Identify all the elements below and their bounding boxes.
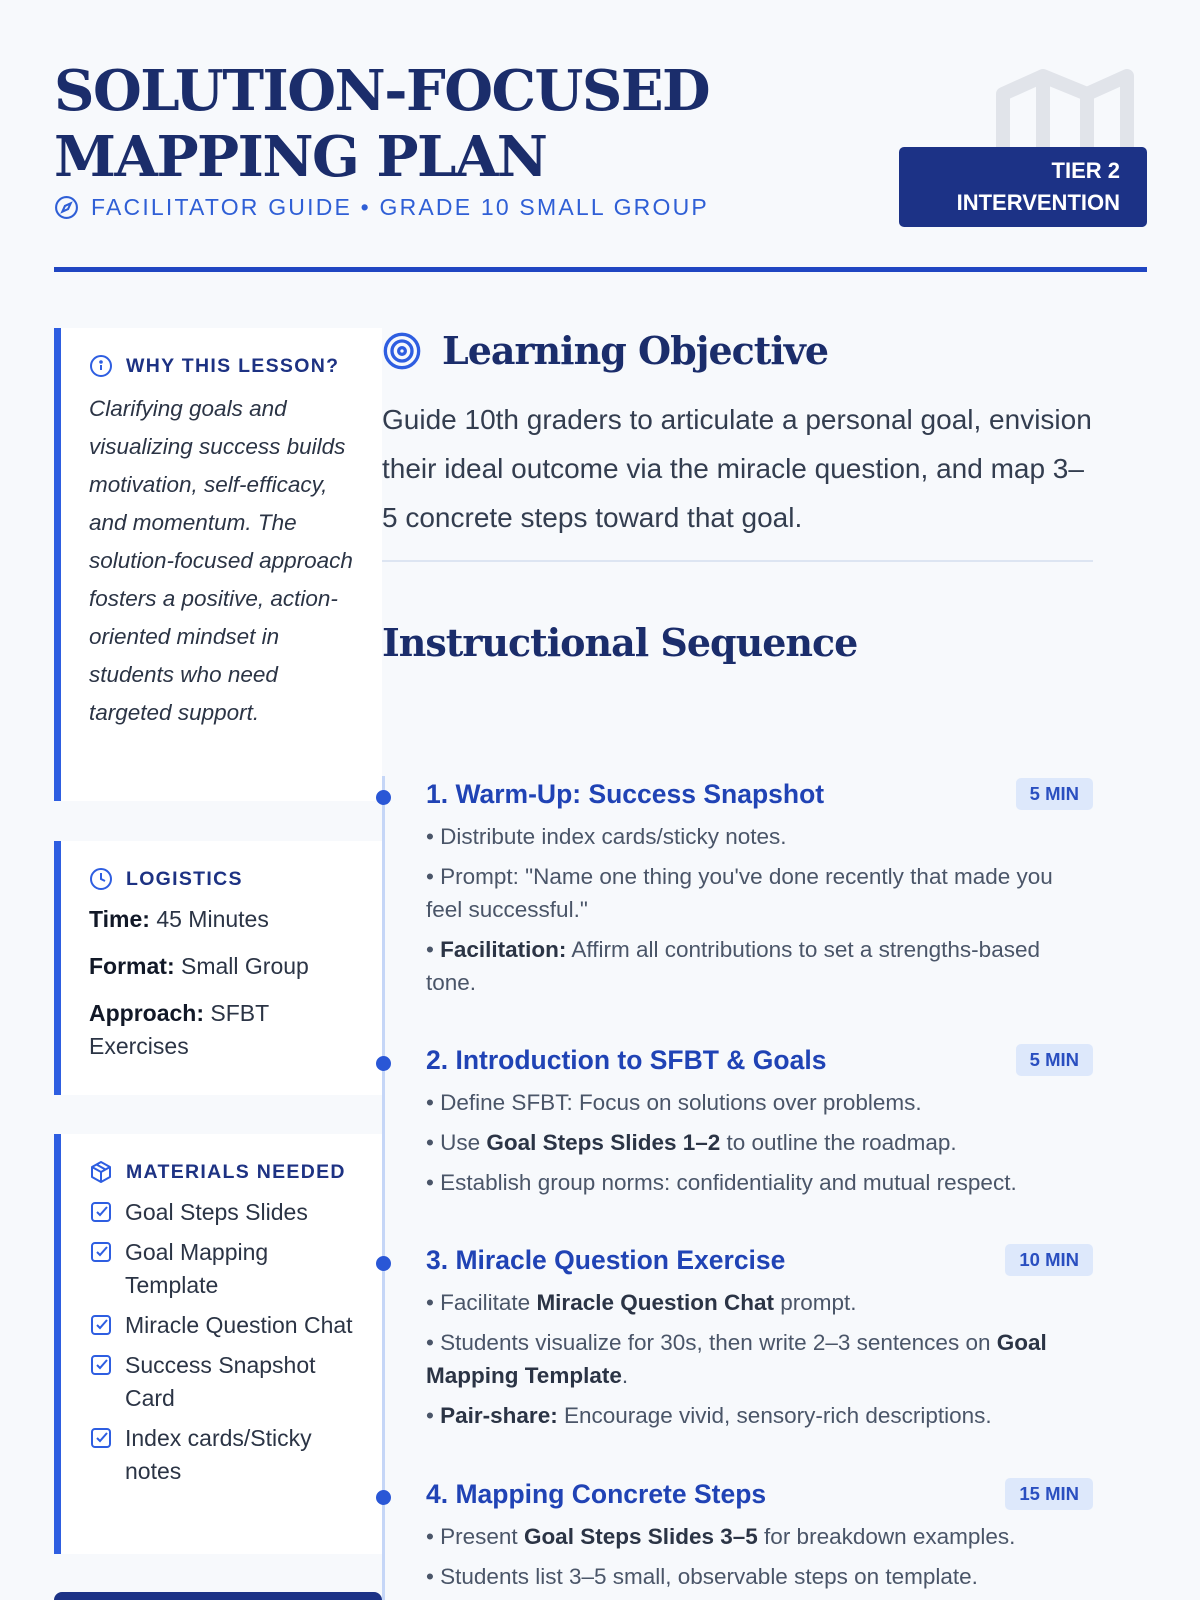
duration-badge: 5 MIN	[1016, 778, 1093, 810]
materials-item-label: Miracle Question Chat	[125, 1312, 353, 1338]
materials-item-label: Success Snapshot Card	[125, 1352, 316, 1411]
step-bullet: • Pair-share: Encourage vivid, sensory-rich descriptions.	[426, 1399, 1093, 1432]
duration-badge: 15 MIN	[1005, 1478, 1093, 1510]
subtitle-text: FACILITATOR GUIDE • GRADE 10 SMALL GROUP	[91, 194, 709, 220]
step-bullet: • Facilitate Miracle Question Chat prompt.	[426, 1286, 1093, 1319]
sequence-step	[382, 1242, 1093, 1439]
timeline-dot	[376, 1256, 391, 1271]
checkbox-checked-icon	[89, 1200, 113, 1224]
tier-badge: TIER 2 INTERVENTION	[899, 147, 1147, 227]
objective-text: Guide 10th graders to articulate a personal goal, envision their ideal outcome via the miracle question, and map 3–5 concrete steps toward that goal.	[382, 404, 1092, 533]
step-title: 2. Introduction to SFBT & Goals	[426, 1045, 827, 1075]
why-card	[54, 328, 382, 801]
logistics-approach: Approach: SFBT Exercises	[89, 1000, 269, 1059]
step-bullet: • Prompt: "Name one thing you've done recently that made you feel successful."	[426, 860, 1093, 926]
step-title: 3. Miracle Question Exercise	[426, 1245, 786, 1275]
logistics-card	[54, 841, 382, 1095]
timeline	[382, 776, 1093, 1600]
step-bullet: • Distribute index cards/sticky notes.	[426, 820, 1093, 853]
timeline-dot	[376, 1490, 391, 1505]
duration-badge: 10 MIN	[1005, 1244, 1093, 1276]
target-icon	[382, 331, 422, 371]
sidebar-next-card	[54, 1592, 382, 1600]
objective-header	[382, 328, 1093, 373]
step-title: 1. Warm-Up: Success Snapshot	[426, 779, 825, 809]
materials-item-label: Goal Mapping Template	[125, 1239, 269, 1298]
sequence-step	[382, 776, 1093, 1006]
materials-item	[89, 1422, 362, 1488]
logistics-format: Format: Small Group	[89, 953, 309, 979]
materials-heading	[89, 1160, 362, 1184]
materials-list	[89, 1196, 362, 1488]
step-bullet: • Facilitation: Affirm all contributions to set a strengths-based tone.	[426, 933, 1093, 999]
step-bullet: • Present Goal Steps Slides 3–5 for breakdown examples.	[426, 1520, 1093, 1553]
logistics-time: Time: 45 Minutes	[89, 906, 269, 932]
step-bullet: • Students list 3–5 small, observable steps on template.	[426, 1560, 1093, 1593]
materials-item	[89, 1236, 362, 1302]
materials-item	[89, 1196, 362, 1229]
logistics-heading	[89, 867, 362, 891]
materials-item	[89, 1309, 362, 1342]
subtitle	[54, 194, 709, 221]
main-content	[382, 328, 1093, 665]
checkbox-checked-icon	[89, 1426, 113, 1450]
compass-icon	[54, 195, 79, 220]
materials-item-label: Index cards/Sticky notes	[125, 1425, 312, 1484]
clock-icon	[89, 867, 113, 891]
objective-heading: Learning Objective	[442, 328, 829, 373]
checkbox-checked-icon	[89, 1313, 113, 1337]
header	[54, 58, 1147, 272]
materials-item-label: Goal Steps Slides	[125, 1199, 308, 1225]
section-divider	[382, 560, 1093, 562]
why-heading-text: WHY THIS LESSON?	[126, 354, 340, 377]
materials-item	[89, 1349, 362, 1415]
why-text: Clarifying goals and visualizing success builds motivation, self-efficacy, and momentum. The solution-focused approach fosters a positive, action-oriented mindset in students who need targeted support.	[89, 396, 353, 725]
duration-badge: 5 MIN	[1016, 1044, 1093, 1076]
step-bullet: • Use Goal Steps Slides 1–2 to outline the roadmap.	[426, 1126, 1093, 1159]
step-bullet: • Define SFBT: Focus on solutions over problems.	[426, 1086, 1093, 1119]
why-heading	[89, 354, 362, 378]
timeline-dot	[376, 1056, 391, 1071]
timeline-dot	[376, 790, 391, 805]
sequence-step	[382, 1476, 1093, 1600]
step-bullet: • Students visualize for 30s, then write 2–3 sentences on Goal Mapping Template.	[426, 1326, 1093, 1392]
checkbox-checked-icon	[89, 1353, 113, 1377]
step-bullet: • Establish group norms: confidentiality and mutual respect.	[426, 1166, 1093, 1199]
materials-card	[54, 1134, 382, 1554]
checkbox-checked-icon	[89, 1240, 113, 1264]
package-icon	[89, 1160, 113, 1184]
materials-heading-text: MATERIALS NEEDED	[126, 1160, 346, 1183]
info-icon	[89, 354, 113, 378]
header-divider	[54, 267, 1147, 272]
page-title: SOLUTION-FOCUSED MAPPING PLAN	[54, 58, 710, 190]
sequence-step	[382, 1042, 1093, 1206]
step-title: 4. Mapping Concrete Steps	[426, 1479, 767, 1509]
logistics-heading-text: LOGISTICS	[126, 867, 243, 890]
sequence-heading: Instructional Sequence	[382, 620, 858, 665]
